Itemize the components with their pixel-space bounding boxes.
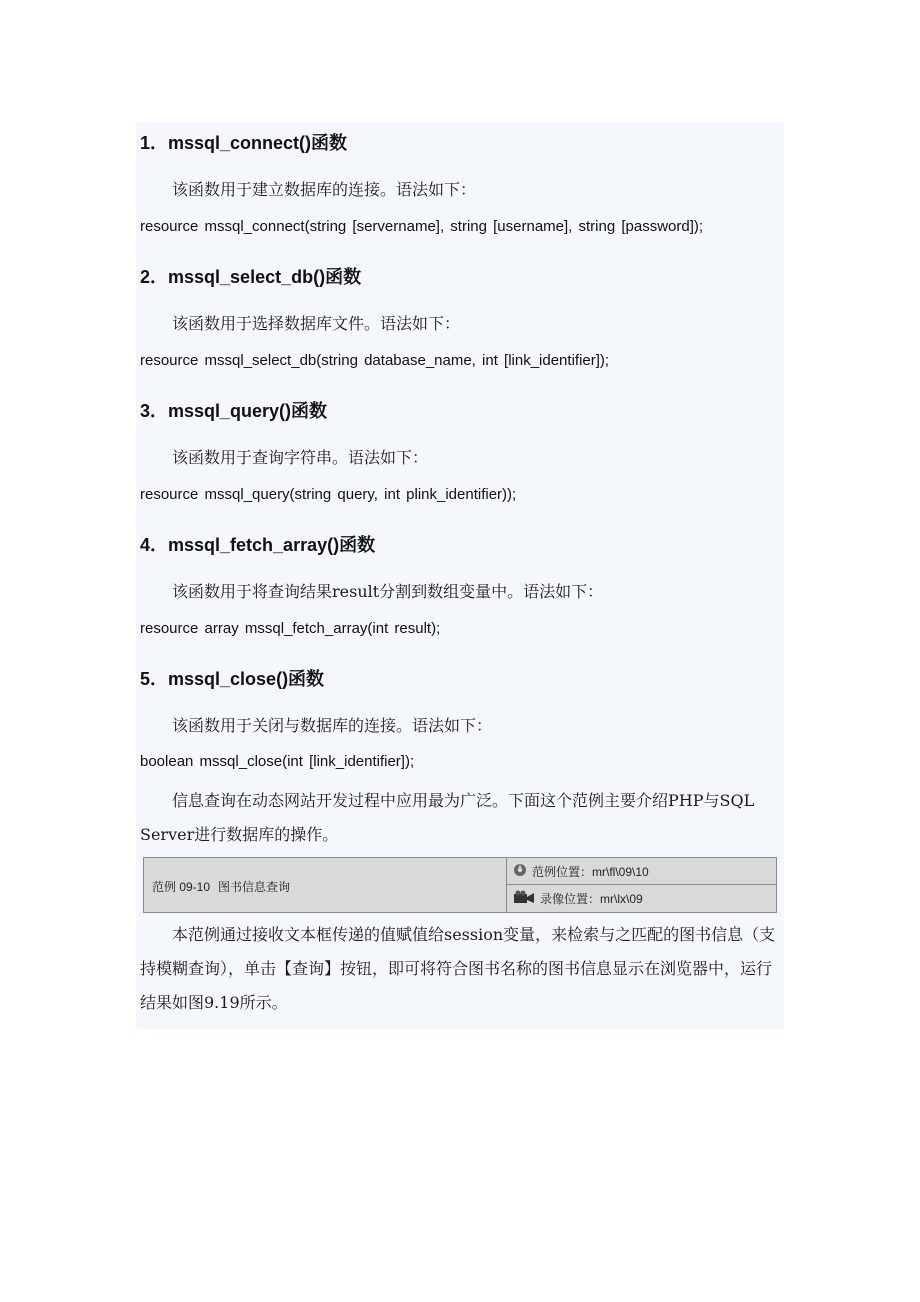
section-heading-2: 2．mssql_select_db()函数	[140, 267, 362, 287]
section-desc-4: 该函数用于将查询结果result分割到数组变量中。语法如下：	[172, 582, 604, 601]
example-name: 图书信息查询	[218, 880, 291, 894]
intro-paragraph: 信息查询在动态网站开发过程中应用最为广泛。下面这个范例主要介绍PHP与SQL Server进行数据库的操作。	[140, 791, 755, 844]
section-desc-1: 该函数用于建立数据库的连接。语法如下：	[172, 180, 477, 199]
disc-icon	[513, 863, 527, 880]
section-syntax-5: boolean mssql_close(int [link_identifier]);	[140, 753, 415, 770]
video-location: 录像位置：mr\lx\09	[540, 892, 643, 906]
example-location-row	[507, 858, 777, 885]
section-syntax-4: resource array mssql_fetch_array(int result);	[140, 620, 441, 637]
section-desc-5: 该函数用于关闭与数据库的连接。语法如下：	[172, 716, 493, 735]
example-location: 范例位置：mr\fl\09\10	[532, 864, 649, 879]
example-info-table	[143, 857, 777, 913]
section-heading-4: 4．mssql_fetch_array()函数	[140, 535, 376, 555]
example-title	[152, 878, 298, 895]
section-syntax-3: resource mssql_query(string query, int plink_identifier));	[140, 486, 517, 503]
section-syntax-1: resource mssql_connect(string [servername], string [username], string [password]);	[140, 218, 704, 235]
section-heading-3: 3．mssql_query()函数	[140, 401, 328, 421]
video-camera-icon	[513, 890, 535, 907]
section-desc-3: 该函数用于查询字符串。语法如下：	[172, 448, 429, 467]
example-number: 范例 09-10	[152, 880, 211, 894]
video-location-row	[507, 885, 777, 912]
section-syntax-2: resource mssql_select_db(string database_name, int [link_identifier]);	[140, 352, 610, 369]
example-locations	[506, 858, 776, 912]
closing-paragraph: 本范例通过接收文本框传递的值赋值给session变量，来检索与之匹配的图书信息（支持模糊查询），单击【查询】按钮，即可将符合图书名称的图书信息显示在浏览器中，运行结果如图9.19所示。	[140, 925, 776, 1012]
section-desc-2: 该函数用于选择数据库文件。语法如下：	[172, 314, 461, 333]
section-heading-5: 5．mssql_close()函数	[140, 669, 325, 689]
section-heading-1: 1．mssql_connect()函数	[140, 133, 348, 153]
